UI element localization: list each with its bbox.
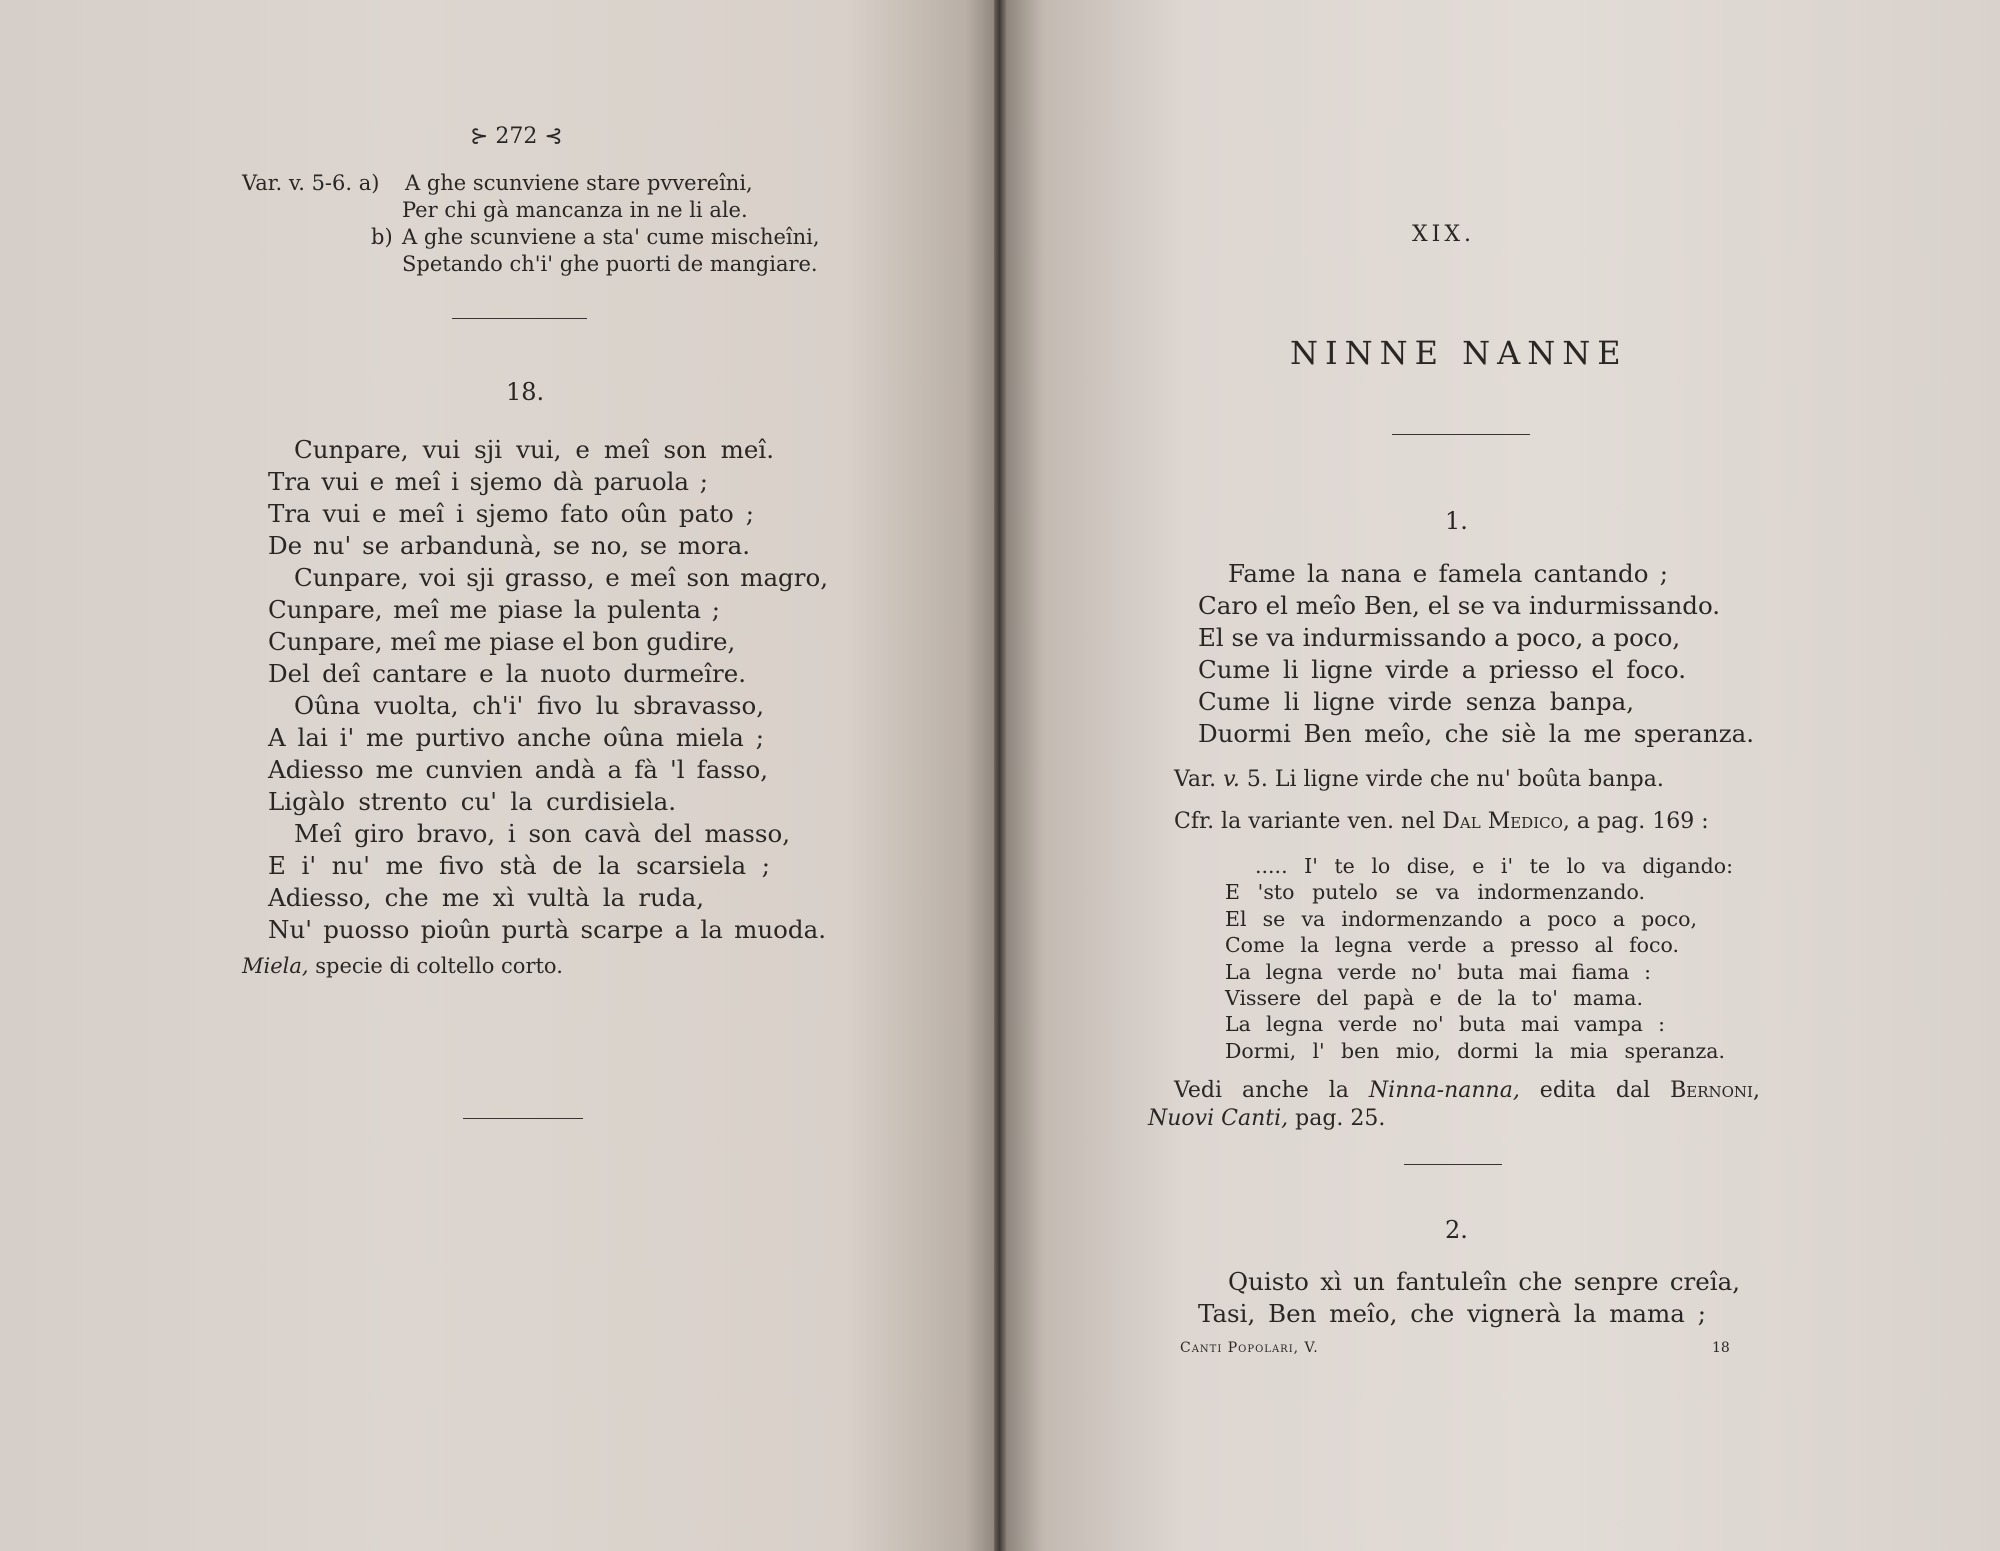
verse-line: Tra vui e meî i sjemo fato oûn pato ; [268,499,754,528]
verse-line: El se va indormenzando a poco a poco, [1225,906,1697,931]
verse-line: Del deî cantare e la nuoto durmeîre. [268,659,746,688]
cfr-reference: Cfr. la variante ven. nel Dal Medico, a pag. 169 : [1174,809,1709,834]
variant-line: A ghe scunviene stare pvvereîni, [405,171,753,195]
poem-18 [268,434,828,946]
verse-line: Oûna vuolta, ch'i' fivo lu sbravasso, [294,691,764,720]
verse-line: La legna verde no' buta mai vampa : [1225,1012,1665,1037]
signature-mark: 18 [1712,1340,1730,1356]
book-title: Nuovi Canti, [1148,1106,1289,1131]
work-title: Ninna-nanna, [1368,1078,1520,1103]
verse-line: Adiesso me cunvien andà a fà 'l fasso, [268,755,768,784]
verse-line: E 'sto putelo se va indormenzando. [1225,880,1645,905]
verse-line: Fame la nana e famela cantando ; [1228,559,1668,588]
verse-line: A lai i' me purtivo anche oûna miela ; [268,723,764,752]
poem-1 [1198,558,1754,750]
verse-line: Ligàlo strento cu' la curdisiela. [268,787,676,816]
verse-line: Caro el meîo Ben, el se va indurmissando. [1198,591,1721,620]
footnote-text: specie di coltello corto. [315,954,563,978]
poem-number: 2. [1445,1216,1468,1244]
section-divider [1404,1164,1502,1165]
cited-variant-poem [1225,853,1733,1064]
verse-line: Vissere del papà e de la to' mama. [1225,985,1643,1010]
variant-label-b: b) [371,225,393,249]
book-gutter [994,0,1006,1551]
verse-line: Quisto xì un fantuleîn che senpre creîa, [1228,1267,1740,1296]
see-also-line: Nuovi Canti, pag. 25. [1148,1106,1386,1131]
verse-line: La legna verde no' buta mai fiama : [1225,959,1651,984]
see-also-line: Vedi anche la Ninna-nanna, edita dal Bernoni, [1174,1078,1760,1103]
verse-line: Adiesso, che me xì vultà la ruda, [268,883,704,912]
verse-line: Duormi Ben meîo, che siè la me speranza. [1198,719,1754,748]
verse-line: E i' nu' me fivo stà de la scarsiela ; [268,851,770,880]
footnote-term: Miela, [242,954,309,978]
verse-line: Nu' puosso pioûn purtà scarpe a la muoda. [268,915,826,944]
poem-number: 1. [1445,507,1468,535]
variant-note: Var. v. 5. Li ligne virde che nu' boûta banpa. [1174,767,1664,792]
variant-line: Per chi gà mancanza in ne li ale. [402,198,748,222]
verse-line: Cunpare, meî me piase la pulenta ; [268,595,720,624]
verse-line: ..... I' te lo dise, e i' te lo va digando: [1255,854,1733,878]
footnote-miela [242,954,563,978]
author-name: Dal Medico, [1442,809,1570,834]
verse-line: Cunpare, vui sji vui, e meî son meî. [294,435,774,464]
variant-line: Spetando ch'i' ghe puorti de mangiare. [402,252,818,276]
variant-label-a: Var. v. 5-6. a) [242,171,380,195]
verse-line: Cume li ligne virde senza banpa, [1198,687,1634,716]
verse-line: De nu' se arbandunà, se no, se mora. [268,531,750,560]
verse-line: Tra vui e meî i sjemo dà paruola ; [268,467,708,496]
verse-line: Come la legna verde a presso al foco. [1225,933,1679,958]
running-footer: Canti Popolari, V. [1180,1340,1319,1356]
verse-line: Cunpare, voi sji grasso, e meî son magro, [294,563,828,592]
verse-line: El se va indurmissando a poco, a poco, [1198,623,1681,652]
verse-line: Tasi, Ben meîo, che vignerà la mama ; [1198,1299,1706,1328]
poem-2 [1198,1266,1740,1330]
section-divider [452,318,587,319]
verse-line: Cume li ligne virde a priesso el foco. [1198,655,1686,684]
section-divider [463,1118,583,1119]
variant-line: A ghe scunviene a sta' cume mischeîni, [402,225,820,249]
verse-line: Meî giro bravo, i son cavà del masso, [294,819,790,848]
section-number: XIX. [1412,222,1476,247]
section-divider [1392,434,1530,435]
author-name: Bernoni, [1670,1078,1760,1103]
page-number: ⊱ 272 ⊰ [470,124,563,149]
section-title: NINNE NANNE [1290,334,1628,372]
verse-line: Dormi, l' ben mio, dormi la mia speranza. [1225,1038,1725,1063]
verse-line: Cunpare, meî me piase el bon gudire, [268,627,736,656]
variants-block [242,170,827,278]
poem-number: 18. [506,378,545,406]
